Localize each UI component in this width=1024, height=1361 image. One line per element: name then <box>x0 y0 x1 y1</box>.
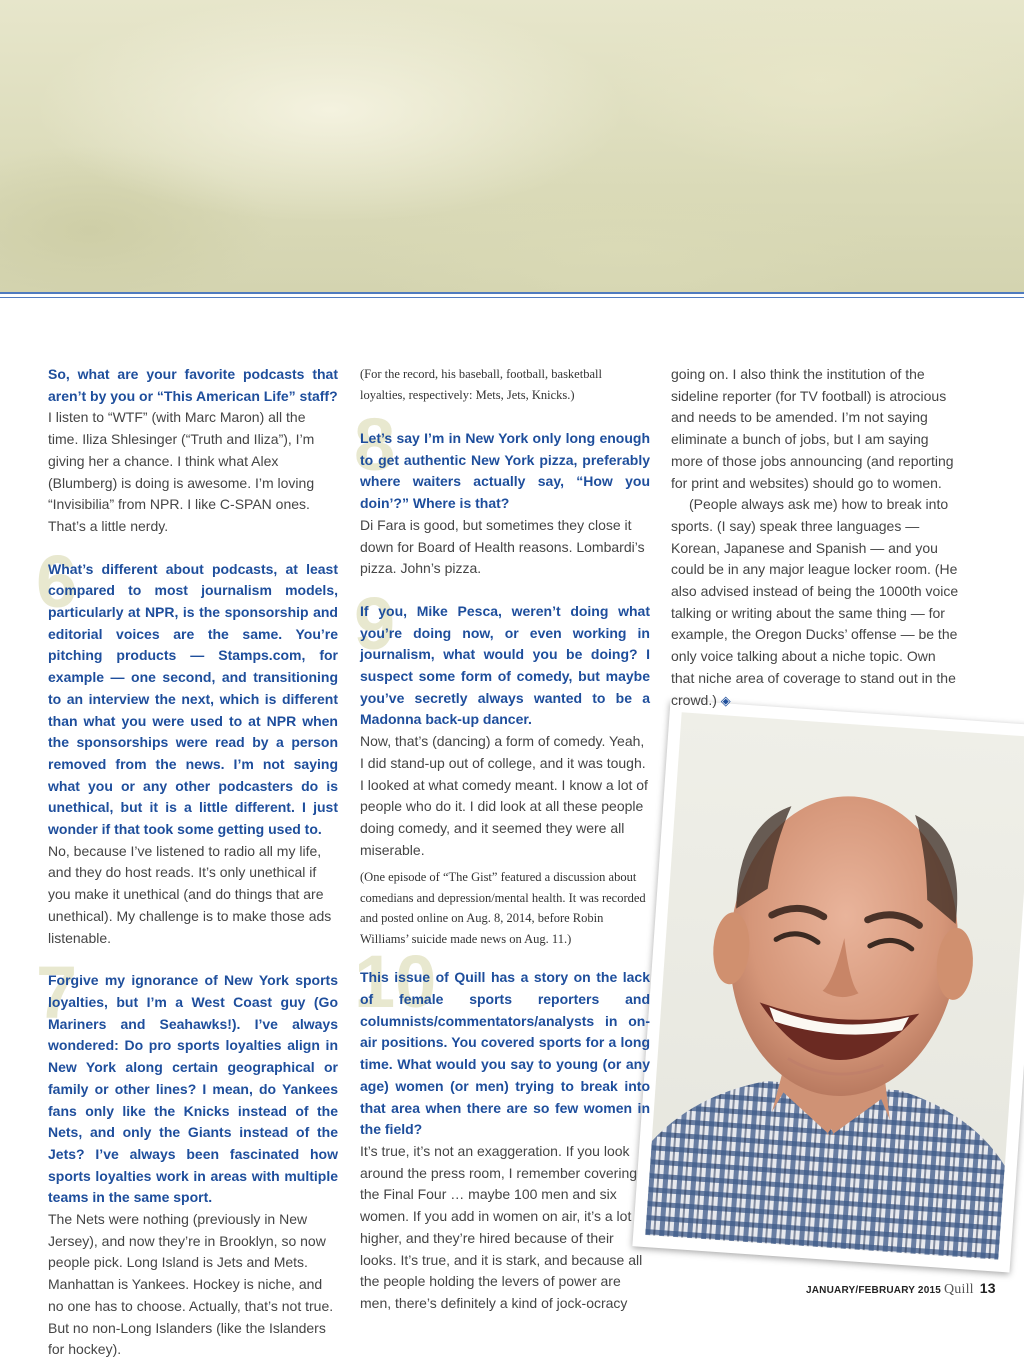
note-the-gist: (One episode of “The Gist” featured a discussion about comedians and depression/mental health. It was recorded and posted online on Aug. 8, 2014, before Robin Williams’ suicide made news on Aug. 11.) <box>360 870 646 946</box>
column-2 <box>354 364 650 1315</box>
question-number-9: 9 <box>354 581 396 665</box>
portrait-illustration <box>645 712 1024 1259</box>
footer-issue-date: JANUARY/FEBRUARY 2015 <box>806 1285 941 1296</box>
portrait-image <box>645 712 1024 1259</box>
question-block-10 <box>354 940 650 1314</box>
answer-10: It’s true, it’s not an exaggeration. If you look around the press room, I remember covering the Final Four … maybe 100 men and six women. If you add in women on air, it’s a lot higher, and they’re hired because of their looks. It’s true, and it is stark, and because all the people holding the levers of power are men, there’s definitely a kind of jock-ocracy <box>360 1142 643 1311</box>
end-mark-icon: ◈ <box>720 692 731 708</box>
page-number: 13 <box>979 1280 996 1296</box>
question-number-10: 10 <box>354 940 437 1024</box>
question-block-8 <box>354 403 650 580</box>
answer-10-continued: going on. I also think the institution of the sideline reporter (for TV football) is atrocious and needs to be amended. I’m not saying eliminate a bunch of jobs, but I am saying more of those jobs announcing (and reporting for print and websites) should go to women. <box>671 366 954 491</box>
question-8: Let’s say I’m in New York only long enough to get authentic New York pizza, preferably where waiters actually say, “How you doin’?” Where is that? <box>360 430 650 512</box>
question-9: If you, Mike Pesca, weren’t doing what you’re doing now, or even working in journalism, what would you be doing? I suspect some form of comedy, but maybe you’ve secretly always wanted to be a Madonna back-up dancer. <box>360 602 650 728</box>
answer-8: Di Fara is good, but sometimes they close it down for Board of Health reasons. Lombardi’s pizza. John’s pizza. <box>360 516 645 577</box>
question-number-8: 8 <box>354 403 396 486</box>
answer-10-final <box>671 494 962 711</box>
question-7: Forgive my ignorance of New York sports loyalties, but I’m a West Coast guy (Go Mariners and Seahawks!). I’ve always wondered: Do pro sports loyalties align in New York along certain geographical or family or other lines? I mean, do Yankees fans only like the Knicks instead of the Nets, and only the Giants instead of the Jets? I’ve always been fascinated how sports loyalties work in areas with multiple teams in the same sport. <box>48 972 338 1206</box>
question-6: What’s different about podcasts, at least compared to most journalism models, particularly at NPR, is the sponsorship and editorial voices are the same. You’re pitching products — Stamps.com, for example — one second, and transitioning to an interview the next, which is different than what you were used to at NPR when the sponsorships were read by a person removed from the news. I’m not saying what you or any other podcasters do is unethical, but it is a little different. I just wonder if that took some getting used to. <box>48 560 338 838</box>
answer-6: No, because I’ve listened to radio all my life, and they do host reads. It’s only unethical if you make it unethical (and do things that are unethical). My challenge is to make those ads listenable. <box>48 842 332 946</box>
answer-7: The Nets were nothing (previously in New Jersey), and now they’re in Brooklyn, so now people pick. Long Island is Jets and Mets. Manhattan is Yankees. Hockey is niche, and no one has to choose. Actually, that’s not true. But no non-Long Islanders (like the Islanders for hockey). <box>48 1211 334 1358</box>
answer-favorite-podcasts: I listen to “WTF” (with Marc Maron) all the time. Iliza Shlesinger (“Truth and Iliza”), I’m giving her a chance. I think what Alex (Blumberg) is doing is awesome. I’m loving “Invisibilia” from NPR. I like C-SPAN ones. That’s a little nerdy. <box>48 409 315 534</box>
question-favorite-podcasts: So, what are your favorite podcasts that aren’t by you or “This American Life” staff? <box>48 366 338 404</box>
header-texture-banner <box>0 0 1024 292</box>
question-block-7 <box>36 951 338 1361</box>
header-rule-bottom <box>0 297 1024 298</box>
portrait-photo <box>632 699 1024 1272</box>
question-block-9 <box>354 581 650 861</box>
header-rule-top <box>0 292 1024 294</box>
page-footer <box>806 1280 996 1298</box>
question-number-7: 7 <box>36 951 78 1035</box>
footer-magazine-name: Quill <box>943 1282 974 1297</box>
note-sports-loyalties: (For the record, his baseball, football, basketball loyalties, respectively: Mets, Jets, Knicks.) <box>360 367 602 402</box>
question-number-6: 6 <box>36 539 78 623</box>
question-10: This issue of Quill has a story on the lack of female sports reporters and columnists/commentators/analysts in on-air positions. You covered sports for a long time. What would you say to young (or any age) women (or men) trying to break into that area when there are so few women in the field? <box>360 969 650 1138</box>
column-3 <box>671 364 962 711</box>
answer-9: Now, that’s (dancing) a form of comedy. Yeah, I did stand-up out of college, and it was tough. I looked at what comedy meant. I know a lot of people who do it. I did look at all these people doing comedy, and it seemed they were all miserable. <box>360 733 648 858</box>
column-1 <box>36 364 338 1361</box>
question-block-6 <box>36 539 338 950</box>
answer-10-final-text: (People always ask me) how to break into sports. (I say) speak three languages — Korean, Japanese and Spanish — and you could be in any major league locker room. (He also advised instead of being the 1000th voice talking or writing about the same thing — for example, the Oregon Ducks’ offense — be the only voice talking about a niche topic. Own that niche area of coverage to stand out in the crowd.) <box>671 496 959 708</box>
